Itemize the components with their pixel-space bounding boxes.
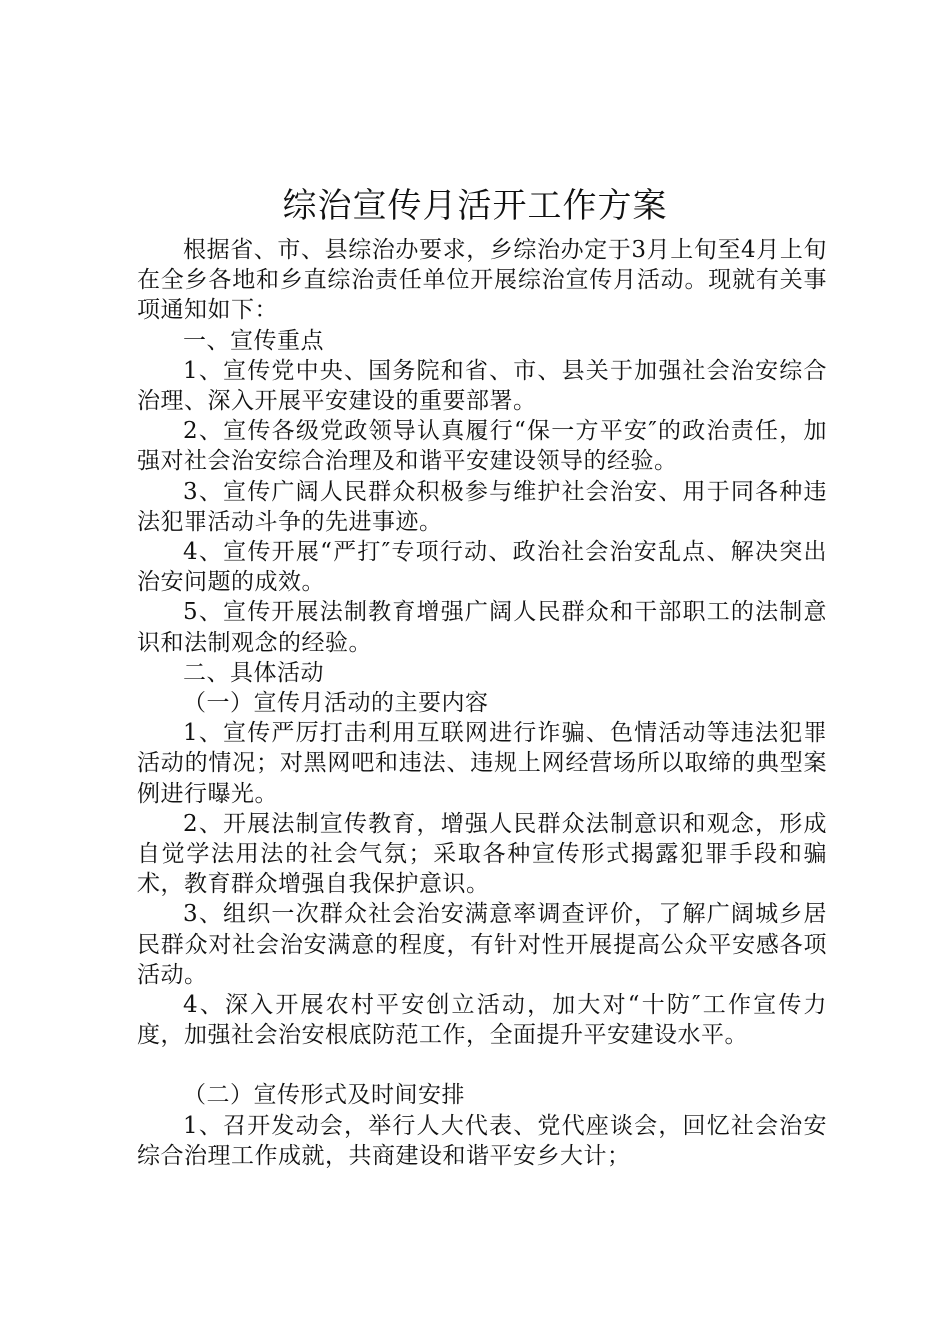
paragraph: 2、宣传各级党政领导认真履行“保一方平安″的政治责任，加强对社会治安综合治理及和谐平安建设领导的经验。 xyxy=(137,418,827,475)
paragraph: 5、宣传开展法制教育增强广阔人民群众和干部职工的法制意识和法制观念的经验。 xyxy=(137,599,827,656)
paragraph: 3、宣传广阔人民群众积极参与维护社会治安、用于同各种违法犯罪活动斗争的先进事迹。 xyxy=(137,478,827,535)
paragraph: 2、开展法制宣传教育，增强人民群众法制意识和观念，形成自觉学法用法的社会气氛；采取各种宣传形式揭露犯罪手段和骗术，教育群众增强自我保护意识。 xyxy=(137,810,827,898)
document-body xyxy=(137,235,827,1171)
paragraph: 1、召开发动会，举行人大代表、党代座谈会，回忆社会治安综合治理工作成就，共商建设和谐平安乡大计； xyxy=(137,1112,827,1169)
paragraph: 1、宣传严厉打击利用互联网进行诈骗、色情活动等违法犯罪活动的情况；对黑网吧和违法、违规上网经营场所以取缔的典型案例进行曝光。 xyxy=(137,720,827,807)
paragraph-intro: 根据省、市、县综治办要求，乡综治办定于3月上旬至4月上旬在全乡各地和乡直综治责任单位开展综治宣传月活动。现就有关事项通知如下： xyxy=(137,237,827,324)
subsection-heading-2: （二）宣传形式及时间安排 xyxy=(183,1082,465,1109)
paragraph: 4、宣传开展“严打″专项行动、政治社会治安乱点、解决突出治安问题的成效。 xyxy=(137,539,827,596)
section-heading-2: 二、具体活动 xyxy=(183,659,324,686)
paragraph: 4、深入开展农村平安创立活动，加大对“十防″工作宣传力度，加强社会治安根底防范工作，全面提升平安建设水平。 xyxy=(137,992,827,1049)
paragraph: 3、组织一次群众社会治安满意率调查评价，了解广阔城乡居民群众对社会治安满意的程度，有针对性开展提高公众平安感各项活动。 xyxy=(137,901,827,988)
paragraph: 1、宣传党中央、国务院和省、市、县关于加强社会治安综合治理、深入开展平安建设的重要部署。 xyxy=(137,357,827,415)
document-title: 综治宣传月活开工作方案 xyxy=(282,186,668,226)
section-heading-1: 一、宣传重点 xyxy=(183,327,324,354)
subsection-heading-1: （一）宣传月活动的主要内容 xyxy=(183,690,489,717)
